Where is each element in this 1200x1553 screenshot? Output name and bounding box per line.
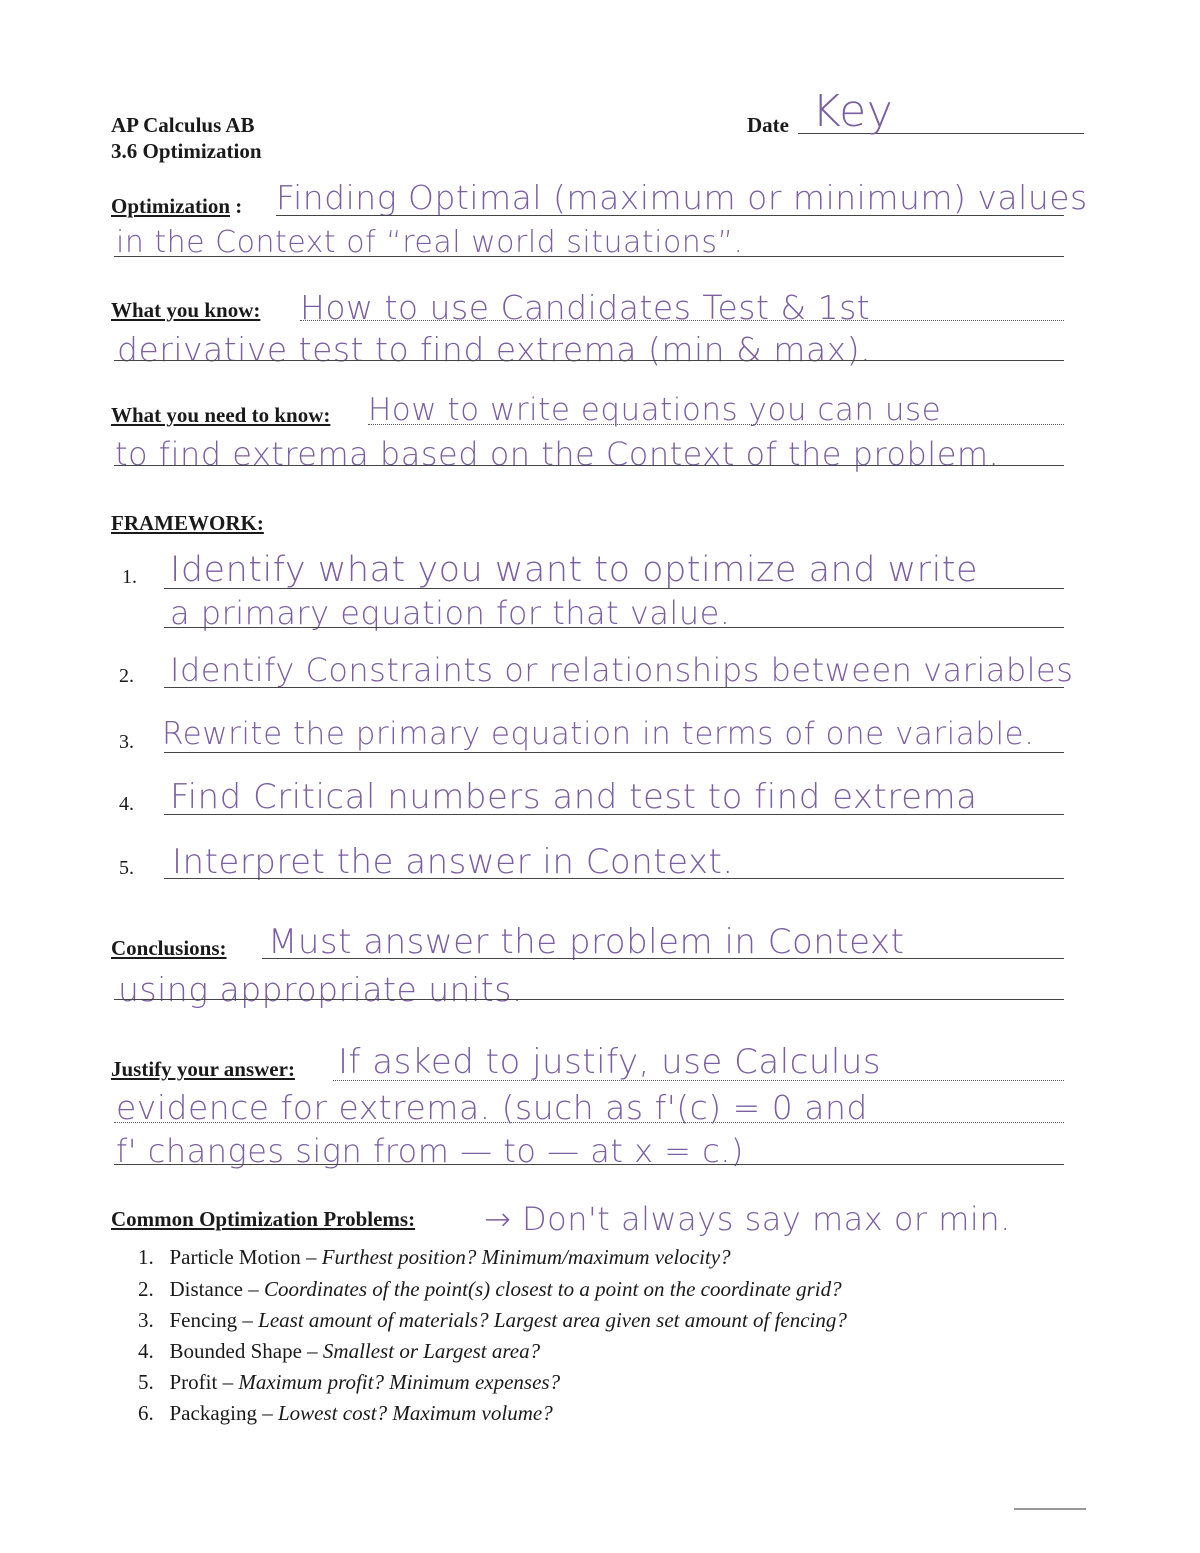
rule bbox=[114, 1164, 1064, 1165]
rule bbox=[164, 588, 1064, 589]
item-desc: Maximum profit? Minimum expenses? bbox=[238, 1370, 561, 1394]
item-desc: Coordinates of the point(s) closest to a point on the coordinate grid? bbox=[263, 1277, 842, 1301]
conclusions-line2: using appropriate units. bbox=[118, 970, 523, 1009]
step-3-line1: Rewrite the primary equation in terms of one variable. bbox=[162, 716, 1035, 752]
list-item bbox=[138, 1308, 847, 1333]
scan-mark bbox=[1014, 1508, 1086, 1510]
item-name: Packaging – bbox=[169, 1401, 273, 1425]
optimization-label-text: Optimization bbox=[111, 194, 230, 218]
item-desc: Smallest or Largest area? bbox=[322, 1339, 541, 1363]
rule bbox=[333, 1080, 1064, 1081]
know-line2: derivative test to find extrema (min & max). bbox=[117, 330, 872, 369]
rule bbox=[164, 814, 1064, 815]
course-title: AP Calculus AB bbox=[111, 113, 255, 137]
optimization-colon: : bbox=[235, 194, 243, 218]
list-item bbox=[138, 1401, 553, 1426]
item-name: Bounded Shape – bbox=[169, 1339, 318, 1363]
step-1-line2: a primary equation for that value. bbox=[170, 594, 731, 632]
justify-line3: f' changes sign from — to — at x = c.) bbox=[116, 1132, 744, 1170]
rule bbox=[114, 465, 1064, 466]
date-label: Date bbox=[747, 113, 789, 137]
item-number: 3. bbox=[138, 1308, 154, 1332]
conclusions-label: Conclusions: bbox=[111, 936, 227, 960]
justify-label: Justify your answer: bbox=[111, 1057, 295, 1081]
need-label: What you need to know: bbox=[111, 403, 331, 427]
optimization-line2: in the Context of “real world situations”. bbox=[116, 225, 744, 260]
rule bbox=[164, 752, 1064, 753]
item-name: Particle Motion – bbox=[169, 1245, 317, 1269]
rule bbox=[262, 958, 1064, 959]
item-number: 4. bbox=[138, 1339, 154, 1363]
know-line1: How to use Candidates Test & 1st bbox=[300, 288, 871, 327]
item-number: 6. bbox=[138, 1401, 154, 1425]
justify-line1: If asked to justify, use Calculus bbox=[338, 1042, 882, 1082]
rule bbox=[300, 320, 1064, 321]
justify-line2: evidence for extrema. (such as f'(c) = 0 and bbox=[116, 1088, 868, 1127]
common-note: → Don't always say max or min. bbox=[484, 1200, 1011, 1238]
list-item bbox=[138, 1339, 540, 1364]
rule bbox=[164, 627, 1064, 628]
rule bbox=[368, 424, 1064, 425]
optimization-label bbox=[111, 194, 242, 219]
need-line1: How to write equations you can use bbox=[368, 392, 942, 428]
item-desc: Furthest position? Minimum/maximum velocity? bbox=[321, 1245, 731, 1269]
conclusions-line1: Must answer the problem in Context bbox=[268, 922, 905, 962]
step-2-line1: Identify Constraints or relationships between variables bbox=[170, 651, 1074, 689]
rule bbox=[114, 999, 1064, 1000]
step-number: 5. bbox=[119, 857, 134, 879]
rule bbox=[164, 878, 1064, 879]
step-number: 4. bbox=[119, 793, 134, 815]
item-name: Distance – bbox=[169, 1277, 259, 1301]
framework-label: FRAMEWORK: bbox=[111, 511, 264, 535]
rule bbox=[276, 215, 1064, 216]
item-number: 5. bbox=[138, 1370, 154, 1394]
rule bbox=[164, 687, 1064, 688]
optimization-line1: Finding Optimal (maximum or minimum) values bbox=[276, 178, 1088, 217]
know-label: What you know: bbox=[111, 298, 261, 322]
step-5-line1: Interpret the answer in Context. bbox=[172, 842, 734, 882]
date-value: Key bbox=[812, 86, 894, 137]
step-number: 3. bbox=[119, 731, 134, 753]
item-name: Profit – bbox=[169, 1370, 234, 1394]
item-number: 2. bbox=[138, 1277, 154, 1301]
common-label: Common Optimization Problems: bbox=[111, 1207, 416, 1231]
item-desc: Least amount of materials? Largest area given set amount of fencing? bbox=[258, 1308, 847, 1332]
list-item bbox=[138, 1277, 842, 1302]
rule bbox=[114, 360, 1064, 361]
rule bbox=[114, 1122, 1064, 1123]
item-number: 1. bbox=[138, 1245, 154, 1269]
list-item bbox=[138, 1370, 560, 1395]
list-item bbox=[138, 1245, 731, 1270]
need-line2: to find extrema based on the Context of the problem. bbox=[115, 435, 1000, 473]
item-desc: Lowest cost? Maximum volume? bbox=[277, 1401, 553, 1425]
item-name: Fencing – bbox=[169, 1308, 253, 1332]
step-1-line1: Identify what you want to optimize and write bbox=[170, 550, 979, 590]
step-4-line1: Find Critical numbers and test to find extrema bbox=[170, 777, 978, 817]
step-number: 1. bbox=[122, 566, 137, 588]
rule bbox=[114, 256, 1064, 257]
step-number: 2. bbox=[119, 665, 134, 687]
lesson-title: 3.6 Optimization bbox=[111, 139, 262, 163]
